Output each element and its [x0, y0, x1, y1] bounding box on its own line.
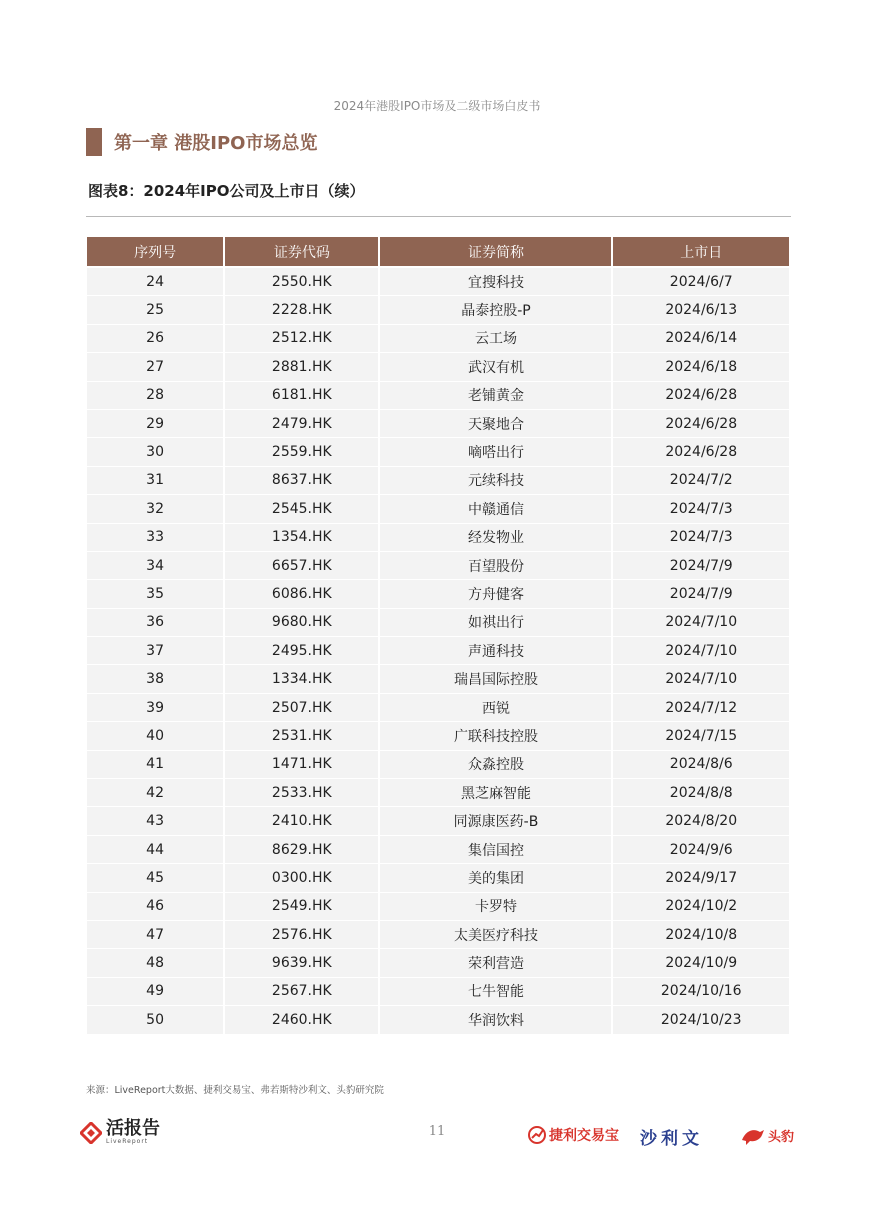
- cell-seq: 46: [87, 893, 223, 921]
- table-row: [87, 438, 789, 466]
- table-row: [87, 779, 789, 807]
- cell-seq: 49: [87, 978, 223, 1006]
- chapter-marker: [86, 128, 102, 156]
- cell-date: 2024/9/6: [613, 836, 789, 864]
- table-row: [87, 807, 789, 835]
- cell-seq: 27: [87, 353, 223, 381]
- table-row: [87, 1006, 789, 1034]
- cell-date: 2024/7/3: [613, 495, 789, 523]
- chapter-heading: [86, 128, 317, 156]
- table-row: [87, 722, 789, 750]
- cell-seq: 41: [87, 751, 223, 779]
- table-row: [87, 580, 789, 608]
- cell-seq: 47: [87, 921, 223, 949]
- cell-code: 2479.HK: [225, 410, 378, 438]
- cell-date: 2024/6/28: [613, 438, 789, 466]
- cell-code: 9639.HK: [225, 949, 378, 977]
- cell-date: 2024/6/14: [613, 325, 789, 353]
- table-row: [87, 751, 789, 779]
- table-row: [87, 665, 789, 693]
- cell-code: 0300.HK: [225, 864, 378, 892]
- cell-date: 2024/6/28: [613, 382, 789, 410]
- table-row: [87, 296, 789, 324]
- cell-code: 2531.HK: [225, 722, 378, 750]
- cell-date: 2024/9/17: [613, 864, 789, 892]
- cell-name: 云工场: [380, 325, 611, 353]
- table-row: [87, 609, 789, 637]
- cell-date: 2024/8/20: [613, 807, 789, 835]
- toubao-logo: [740, 1124, 794, 1146]
- leopard-icon: [740, 1124, 766, 1146]
- cell-seq: 32: [87, 495, 223, 523]
- cell-name: 荣利营造: [380, 949, 611, 977]
- cell-code: 2567.HK: [225, 978, 378, 1006]
- cell-date: 2024/7/9: [613, 552, 789, 580]
- cell-date: 2024/7/3: [613, 524, 789, 552]
- cell-seq: 50: [87, 1006, 223, 1034]
- cell-name: 百望股份: [380, 552, 611, 580]
- table-row: [87, 921, 789, 949]
- cell-date: 2024/8/6: [613, 751, 789, 779]
- cell-date: 2024/10/9: [613, 949, 789, 977]
- cell-date: 2024/6/28: [613, 410, 789, 438]
- cell-date: 2024/10/16: [613, 978, 789, 1006]
- cell-seq: 37: [87, 637, 223, 665]
- cell-name: 卡罗特: [380, 893, 611, 921]
- ipo-table: [85, 237, 791, 1035]
- cell-code: 2549.HK: [225, 893, 378, 921]
- cell-code: 6181.HK: [225, 382, 378, 410]
- cell-code: 2495.HK: [225, 637, 378, 665]
- cell-code: 2507.HK: [225, 694, 378, 722]
- cell-date: 2024/7/10: [613, 637, 789, 665]
- cell-code: 2460.HK: [225, 1006, 378, 1034]
- cell-code: 2410.HK: [225, 807, 378, 835]
- cell-date: 2024/6/13: [613, 296, 789, 324]
- cell-name: 天聚地合: [380, 410, 611, 438]
- divider: [86, 216, 791, 217]
- livereport-logo-name: 活报告: [106, 1118, 160, 1139]
- cell-seq: 40: [87, 722, 223, 750]
- cell-name: 太美医疗科技: [380, 921, 611, 949]
- cell-name: 华润饮料: [380, 1006, 611, 1034]
- table-row: [87, 637, 789, 665]
- table-row: [87, 353, 789, 381]
- cell-seq: 36: [87, 609, 223, 637]
- page-number: 11: [428, 1124, 446, 1139]
- cell-seq: 28: [87, 382, 223, 410]
- cell-code: 2559.HK: [225, 438, 378, 466]
- table-row: [87, 467, 789, 495]
- cell-code: 1334.HK: [225, 665, 378, 693]
- cell-name: 晶泰控股-P: [380, 296, 611, 324]
- table-header-row: [87, 237, 789, 268]
- cell-seq: 45: [87, 864, 223, 892]
- column-header-seq: 序列号: [87, 237, 223, 268]
- jieli-mark-icon: [527, 1125, 547, 1145]
- cell-name: 武汉有机: [380, 353, 611, 381]
- cell-code: 9680.HK: [225, 609, 378, 637]
- cell-code: 6086.HK: [225, 580, 378, 608]
- cell-name: 方舟健客: [380, 580, 611, 608]
- cell-name: 集信国控: [380, 836, 611, 864]
- table-row: [87, 949, 789, 977]
- column-header-name: 证券简称: [380, 237, 611, 268]
- cell-seq: 43: [87, 807, 223, 835]
- cell-code: 2533.HK: [225, 779, 378, 807]
- cell-date: 2024/7/10: [613, 609, 789, 637]
- cell-code: 1471.HK: [225, 751, 378, 779]
- table-row: [87, 694, 789, 722]
- table-row: [87, 524, 789, 552]
- cell-name: 美的集团: [380, 864, 611, 892]
- table-row: [87, 552, 789, 580]
- table-row: [87, 893, 789, 921]
- sullivan-logo: 沙利文: [640, 1129, 703, 1149]
- cell-seq: 29: [87, 410, 223, 438]
- cell-seq: 34: [87, 552, 223, 580]
- cell-code: 2228.HK: [225, 296, 378, 324]
- cell-seq: 48: [87, 949, 223, 977]
- table-row: [87, 495, 789, 523]
- jieli-logo-name: 捷利交易宝: [549, 1128, 619, 1144]
- cell-seq: 42: [87, 779, 223, 807]
- cell-name: 黑芝麻智能: [380, 779, 611, 807]
- cell-name: 嘀嗒出行: [380, 438, 611, 466]
- figure-title: 图表8：2024年IPO公司及上市日（续）: [88, 182, 365, 200]
- source-note: 来源：LiveReport大数据、捷利交易宝、弗若斯特沙利文、头豹研究院: [86, 1085, 384, 1096]
- cell-seq: 31: [87, 467, 223, 495]
- cell-date: 2024/7/15: [613, 722, 789, 750]
- cell-date: 2024/7/10: [613, 665, 789, 693]
- cell-date: 2024/10/23: [613, 1006, 789, 1034]
- cell-name: 宜搜科技: [380, 268, 611, 296]
- cell-name: 同源康医药-B: [380, 807, 611, 835]
- cell-date: 2024/10/2: [613, 893, 789, 921]
- cell-code: 2576.HK: [225, 921, 378, 949]
- cell-name: 中赣通信: [380, 495, 611, 523]
- cell-name: 广联科技控股: [380, 722, 611, 750]
- toubao-logo-name: 头豹: [768, 1129, 795, 1145]
- table-row: [87, 978, 789, 1006]
- cell-seq: 39: [87, 694, 223, 722]
- cell-date: 2024/6/18: [613, 353, 789, 381]
- table-row: [87, 836, 789, 864]
- cell-code: 8637.HK: [225, 467, 378, 495]
- jieli-logo: [527, 1125, 619, 1145]
- column-header-date: 上市日: [613, 237, 789, 268]
- cell-date: 2024/6/7: [613, 268, 789, 296]
- cell-seq: 44: [87, 836, 223, 864]
- cell-name: 元续科技: [380, 467, 611, 495]
- cell-date: 2024/8/8: [613, 779, 789, 807]
- report-header-title: 2024年港股IPO市场及二级市场白皮书: [333, 99, 541, 113]
- cell-date: 2024/7/12: [613, 694, 789, 722]
- cell-code: 2512.HK: [225, 325, 378, 353]
- cell-code: 2545.HK: [225, 495, 378, 523]
- cell-seq: 35: [87, 580, 223, 608]
- livereport-logo-sub: LiveReport: [106, 1138, 149, 1145]
- table-row: [87, 325, 789, 353]
- table-row: [87, 864, 789, 892]
- cell-code: 8629.HK: [225, 836, 378, 864]
- column-header-code: 证券代码: [225, 237, 378, 268]
- cell-code: 2881.HK: [225, 353, 378, 381]
- cell-date: 2024/7/9: [613, 580, 789, 608]
- cell-seq: 30: [87, 438, 223, 466]
- table-row: [87, 382, 789, 410]
- table-body: [87, 268, 789, 1035]
- chapter-title: 第一章 港股IPO市场总览: [114, 133, 318, 154]
- cell-name: 七牛智能: [380, 978, 611, 1006]
- cell-code: 2550.HK: [225, 268, 378, 296]
- cell-name: 声通科技: [380, 637, 611, 665]
- cell-code: 1354.HK: [225, 524, 378, 552]
- cell-seq: 38: [87, 665, 223, 693]
- cell-name: 西锐: [380, 694, 611, 722]
- page-footer: [0, 1118, 874, 1158]
- cell-name: 瑞昌国际控股: [380, 665, 611, 693]
- cell-seq: 26: [87, 325, 223, 353]
- cell-code: 6657.HK: [225, 552, 378, 580]
- cell-seq: 33: [87, 524, 223, 552]
- cell-name: 经发物业: [380, 524, 611, 552]
- cell-date: 2024/7/2: [613, 467, 789, 495]
- table-row: [87, 268, 789, 296]
- cell-date: 2024/10/8: [613, 921, 789, 949]
- cell-name: 老铺黄金: [380, 382, 611, 410]
- cell-name: 如祺出行: [380, 609, 611, 637]
- cell-name: 众淼控股: [380, 751, 611, 779]
- cell-seq: 25: [87, 296, 223, 324]
- table-row: [87, 410, 789, 438]
- cell-seq: 24: [87, 268, 223, 296]
